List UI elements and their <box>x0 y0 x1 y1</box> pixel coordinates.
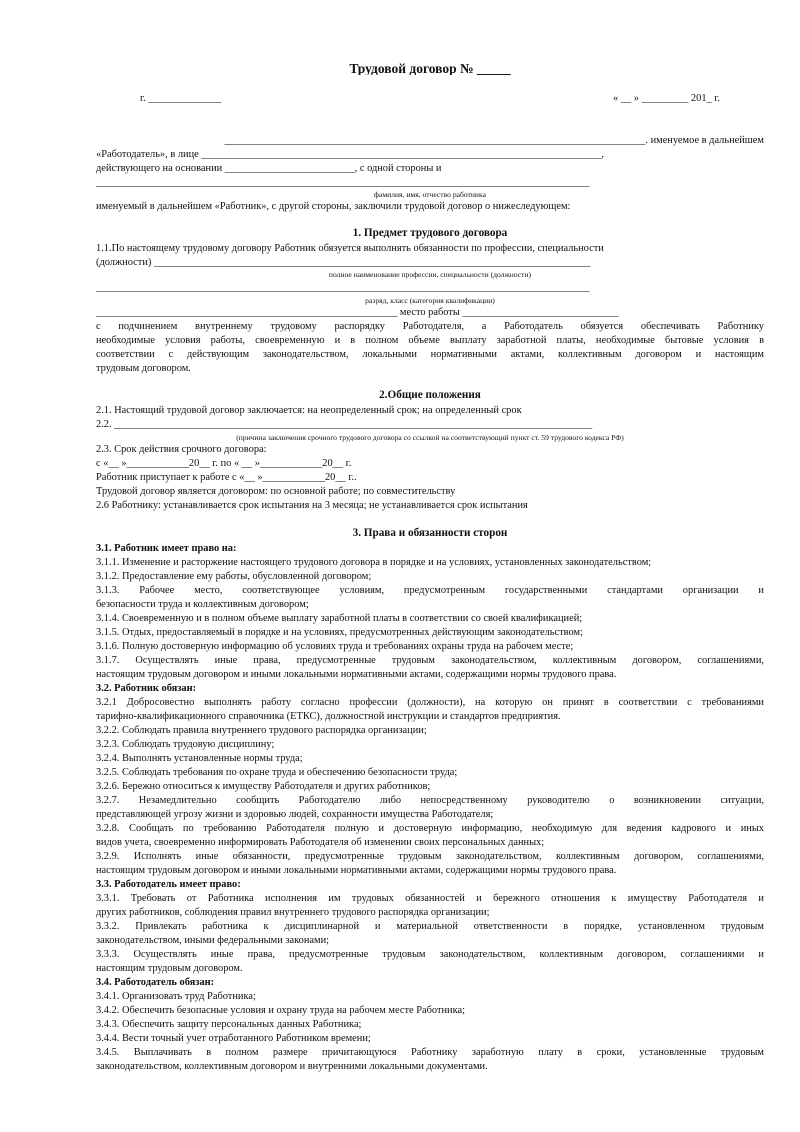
paragraph-line: 3.4.2. Обеспечить безопасные условия и охрану труда на рабочем месте Работника; <box>96 1005 465 1016</box>
preamble-line: «Работодатель», в лице _____________________________________________________________________________, <box>96 149 604 160</box>
paragraph-line: 2.3. Срок действия срочного договора: <box>96 444 267 455</box>
paragraph-line: _______________________________________________________________________________________________ <box>96 282 590 293</box>
paragraph-line: с «__ »____________20__ г. по « __ »____________20__ г. <box>96 458 352 469</box>
paragraph-line: 3.3.1. Требовать от Работника исполнения им трудовых обязанностей и бережного отношения к имуществу Работодателя и <box>96 893 764 904</box>
paragraph-line: 3.4.4. Вести точный учет отработанного Работником времени; <box>96 1033 371 1044</box>
paragraph-line: (должности) ____________________________________________________________________________________ <box>96 257 591 268</box>
preamble-line: действующего на основании _________________________, с одной стороны и <box>96 163 442 174</box>
paragraph-line: 3.1.7. Осуществлять иные права, предусмотренные трудовым законодательством, коллективным договором, соглашениями, <box>96 655 764 666</box>
paragraph-line: 3.2.8. Сообщать по требованию Работодателя полную и достоверную информацию, необходимую для ведения кадрового и иных <box>96 823 764 834</box>
city-field: г. ______________ <box>140 93 222 104</box>
paragraph-line: 3.2.5. Соблюдать требования по охране труда и обеспечению безопасности труда; <box>96 767 458 778</box>
paragraph-line: 3.3.3. Осуществлять иные права, предусмотренные трудовым законодательством, коллективным договором, соглашениями и <box>96 949 764 960</box>
paragraph-line: тарифно-квалификационного справочника (ЕТКС), должностной инструкции и стандартов предприятия. <box>96 711 561 722</box>
paragraph-line: соответствии с действующим законодательством, локальными нормативными актами, коллективным договором и настоящим <box>96 349 764 360</box>
paragraph-line: 3.1.6. Полную достоверную информацию об условиях труда и требованиях охраны труда на рабочем месте; <box>96 641 574 652</box>
document-title: Трудовой договор № _____ <box>349 62 511 75</box>
subsection-heading: 3.3. Работодатель имеет право: <box>96 879 241 890</box>
paragraph-line: __________________________________________________________ место работы ______________________________ <box>96 307 619 318</box>
paragraph-line: 3.1.2. Предоставление ему работы, обусловленной договором; <box>96 571 372 582</box>
paragraph-line: с подчинением внутреннему трудовому распорядку Работодателя, а Работодатель обязуется обеспечивать Работнику <box>96 321 764 332</box>
section-heading: 2.Общие положения <box>379 389 481 401</box>
field-caption: разряд, класс (категория квалификации) <box>365 296 495 305</box>
section-heading: 1. Предмет трудового договора <box>352 227 508 239</box>
field-caption: (причина заключения срочного трудового договора со ссылкой на соответствующий пункт ст. 59 трудового кодекса РФ) <box>236 433 624 442</box>
paragraph-line: законодательством, коллективным договором и внутренними локальными документами. <box>96 1061 488 1072</box>
paragraph-line: 3.1.4. Своевременную и в полном объеме выплату заработной платы в соответствии со своей квалификацией; <box>96 613 583 624</box>
field-caption: фамилия, имя, отчество работника <box>374 190 486 199</box>
paragraph-line: 3.1.5. Отдых, предоставляемый в порядке и на условиях, предусмотренных действующим законодательством; <box>96 627 583 638</box>
paragraph-line: 3.3.2. Привлекать работника к дисциплинарной и материальной ответственности в порядке, установленном трудовым <box>96 921 764 932</box>
paragraph-line: 3.2.7. Незамедлительно сообщить Работодателю либо непосредственному руководителю о возникновении ситуации, <box>96 795 764 806</box>
section-heading: 3. Права и обязанности сторон <box>352 527 508 539</box>
paragraph-line: 3.1.3. Рабочее место, соответствующее условиям, предусмотренным государственными стандартами организации и <box>96 585 764 596</box>
paragraph-line: 2.2. ____________________________________________________________________________________________ <box>96 419 593 430</box>
paragraph-line: 3.2.4. Выполнять установленные нормы труда; <box>96 753 303 764</box>
subsection-heading: 3.4. Работодатель обязан: <box>96 977 215 988</box>
paragraph-line: 3.4.1. Организовать труд Работника; <box>96 991 256 1002</box>
paragraph-line: 2.1. Настоящий трудовой договор заключается: на неопределенный срок; на определенный срок <box>96 405 522 416</box>
paragraph-line: представляющей угрозу жизни и здоровью людей, сохранности имущества Работодателя; <box>96 809 494 820</box>
paragraph-line: 3.2.6. Бережно относиться к имуществу Работодателя и других работников; <box>96 781 431 792</box>
preamble-line: именуемый в дальнейшем «Работник», с другой стороны, заключили трудовой договор о нижеследующем: <box>96 201 571 212</box>
preamble-line: _________________________________________________________________________________. именуемое в дальнейшем <box>224 135 764 146</box>
paragraph-line: 3.2.9. Исполнять иные обязанности, предусмотренные трудовым законодательством, коллективным договором, соглашениями, <box>96 851 764 862</box>
paragraph-line: других работников, соблюдения правил внутреннего трудового распорядка организации; <box>96 907 490 918</box>
paragraph-line: настоящим трудовым договором и иными локальными нормативными актами, содержащими нормы трудового права. <box>96 865 617 876</box>
paragraph-line: 2.6 Работнику: устанавливается срок испытания на 3 месяца; не устанавливается срок испытания <box>96 500 528 511</box>
subsection-heading: 3.2. Работник обязан: <box>96 683 197 694</box>
paragraph-line: необходимые условия работы, своевременную и в полном объеме выплату заработной платы, необходимые бытовые условия в <box>96 335 764 346</box>
paragraph-line: 3.2.3. Соблюдать трудовую дисциплину; <box>96 739 275 750</box>
paragraph-line: 3.2.1 Добросовестно выполнять работу согласно профессии (должности), на которую он принят в соответствии с требованиями <box>96 697 764 708</box>
paragraph-line: безопасности труда и коллективным договором; <box>96 599 309 610</box>
preamble-line: _______________________________________________________________________________________________ <box>96 177 590 188</box>
paragraph-line: трудовым договором. <box>96 363 191 374</box>
paragraph-line: видов учета, своевременно информировать Работодателя об изменении своих персональных данных; <box>96 837 545 848</box>
subsection-heading: 3.1. Работник имеет право на: <box>96 543 237 554</box>
paragraph-line: законодательством, иными федеральными законами; <box>96 935 330 946</box>
paragraph-line: 1.1.По настоящему трудовому договору Работник обязуется выполнять обязанности по профессии, специальности <box>96 243 604 254</box>
paragraph-line: 3.1.1. Изменение и расторжение настоящего трудового договора в порядке и на условиях, установленных законодательством; <box>96 557 652 568</box>
date-field: « __ » _________ 201_ г. <box>613 93 720 104</box>
paragraph-line: 3.4.3. Обеспечить защиту персональных данных Работника; <box>96 1019 362 1030</box>
paragraph-line: 3.4.5. Выплачивать в полном размере причитающуюся Работнику заработную плату в сроки, установленные трудовым <box>96 1047 764 1058</box>
paragraph-line: 3.2.2. Соблюдать правила внутреннего трудового распорядка организации; <box>96 725 427 736</box>
field-caption: полное наименование профессии, специальности (должности) <box>328 270 532 279</box>
paragraph-line: Работник приступает к работе с «__ »____________20__ г.. <box>96 472 357 483</box>
paragraph-line: настоящим трудовым договором и иными локальными нормативными актами, содержащими нормы трудового права. <box>96 669 617 680</box>
paragraph-line: настоящим трудовым договором. <box>96 963 243 974</box>
paragraph-line: Трудовой договор является договором: по основной работе; по совместительству <box>96 486 456 497</box>
